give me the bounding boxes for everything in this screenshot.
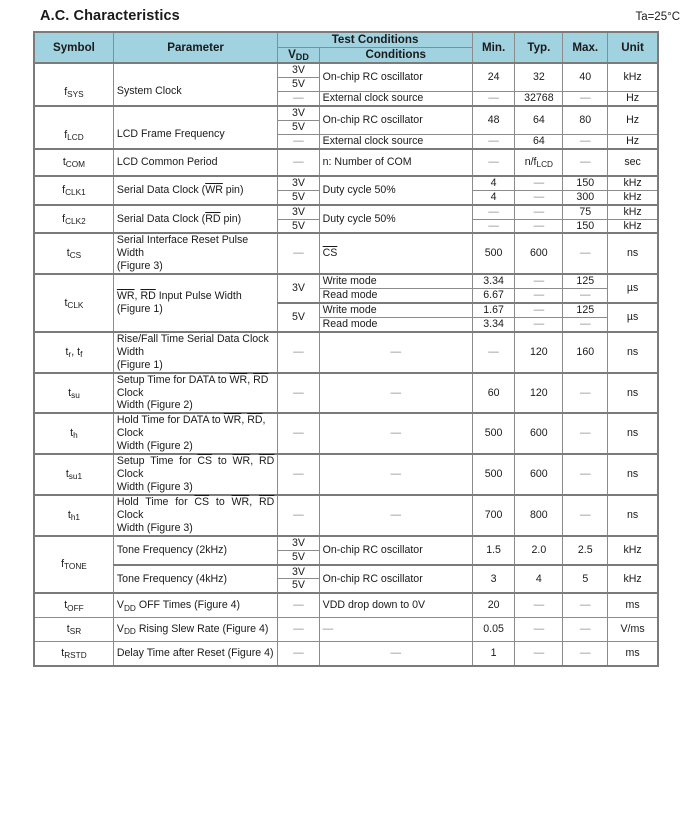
cell-conditions: Read mode bbox=[319, 317, 472, 331]
cell-max: — bbox=[563, 134, 608, 148]
cell-min: — bbox=[472, 205, 514, 219]
cell-typ: 64 bbox=[515, 134, 563, 148]
cell-typ: — bbox=[515, 205, 563, 219]
cell-typ: — bbox=[515, 274, 563, 288]
cell-typ: — bbox=[515, 593, 563, 617]
cell-conditions: On-chip RC oscillator bbox=[319, 536, 472, 565]
cell-vdd: 5V bbox=[278, 120, 319, 134]
cell-typ: 2.0 bbox=[515, 536, 563, 565]
table-row bbox=[34, 565, 658, 579]
cell-unit: ns bbox=[608, 454, 658, 495]
cell-symbol: $t_{CLK}$ bbox=[34, 274, 113, 332]
cell-max: 75 bbox=[563, 205, 608, 219]
cell-max: — bbox=[563, 642, 608, 666]
cell-conditions: Duty cycle 50% bbox=[319, 176, 472, 205]
cell-symbol: $t_{COM}$ bbox=[34, 149, 113, 176]
cell-vdd: 5V bbox=[278, 219, 319, 233]
cell-symbol: $t_{SR}$ bbox=[34, 618, 113, 642]
temperature-note: Ta=25°C bbox=[635, 11, 680, 23]
cell-max: — bbox=[563, 373, 608, 414]
cell-unit: ns bbox=[608, 233, 658, 274]
cell-parameter: LCD Frame Frequency bbox=[113, 106, 277, 149]
cell-typ: 600 bbox=[515, 233, 563, 274]
col-header-parameter: Parameter bbox=[113, 32, 277, 63]
col-header-typ: Typ. bbox=[515, 32, 563, 63]
cell-symbol: $t_{h1}$ bbox=[34, 495, 113, 536]
cell-conditions: — bbox=[319, 373, 472, 414]
cell-vdd: — bbox=[278, 332, 319, 373]
cell-min: 1.5 bbox=[472, 536, 514, 565]
cell-symbol: $t_{CS}$ bbox=[34, 233, 113, 274]
cell-vdd: 3V bbox=[278, 274, 319, 303]
cell-conditions: — bbox=[319, 618, 472, 642]
cell-unit: kHz bbox=[608, 63, 658, 91]
cell-max: — bbox=[563, 413, 608, 454]
page-title: A.C. Characteristics bbox=[40, 8, 180, 24]
cell-min: 3 bbox=[472, 565, 514, 594]
cell-max: 125 bbox=[563, 274, 608, 288]
cell-parameter: $\overline{WR}$, $\overline{RD}$ Input Pulse Width (Figure 1) bbox=[113, 274, 277, 332]
overline-rd: $\overline{RD}$ bbox=[258, 455, 275, 468]
cell-vdd: — bbox=[278, 134, 319, 148]
cell-unit: ms bbox=[608, 593, 658, 617]
cell-unit: V/ms bbox=[608, 618, 658, 642]
cell-min: 4 bbox=[472, 190, 514, 204]
cell-typ: — bbox=[515, 642, 563, 666]
cell-conditions: VDD drop down to 0V bbox=[319, 593, 472, 617]
cell-min: 24 bbox=[472, 63, 514, 91]
cell-unit: ns bbox=[608, 332, 658, 373]
cell-max: — bbox=[563, 289, 608, 303]
cell-vdd: 3V bbox=[278, 536, 319, 550]
cell-min: — bbox=[472, 219, 514, 233]
cell-unit: sec bbox=[608, 149, 658, 176]
cell-parameter: Tone Frequency (4kHz) bbox=[113, 565, 277, 594]
cell-parameter: $V_{DD}$ Rising Slew Rate (Figure 4) bbox=[113, 618, 277, 642]
cell-vdd: — bbox=[278, 149, 319, 176]
cell-parameter: LCD Common Period bbox=[113, 149, 277, 176]
cell-vdd: 3V bbox=[278, 205, 319, 219]
cell-vdd: — bbox=[278, 593, 319, 617]
cell-typ: — bbox=[515, 303, 563, 317]
cell-conditions: — bbox=[319, 642, 472, 666]
table-row bbox=[34, 176, 658, 190]
cell-vdd: 5V bbox=[278, 303, 319, 332]
overline-cs: $\overline{CS}$ bbox=[197, 455, 213, 468]
cell-max: 160 bbox=[563, 332, 608, 373]
cell-parameter: System Clock bbox=[113, 63, 277, 106]
cell-min: 1.67 bbox=[472, 303, 514, 317]
overline-wr: $\overline{WR}$ bbox=[116, 290, 135, 303]
cell-vdd: 5V bbox=[278, 78, 319, 92]
table-row bbox=[34, 106, 658, 120]
overline-wr: $\overline{WR}$ bbox=[231, 495, 250, 508]
cell-typ: 800 bbox=[515, 495, 563, 536]
cell-symbol: $t_{RSTD}$ bbox=[34, 642, 113, 666]
table-row bbox=[34, 205, 658, 219]
cell-unit: kHz bbox=[608, 565, 658, 594]
cell-max: 125 bbox=[563, 303, 608, 317]
table-row bbox=[34, 413, 658, 454]
cell-unit: kHz bbox=[608, 176, 658, 190]
table-row bbox=[34, 149, 658, 176]
overline-cs: $\overline{CS}$ bbox=[322, 247, 338, 260]
cell-max: — bbox=[563, 593, 608, 617]
cell-parameter: Serial Data Clock ($\overline{RD}$ pin) bbox=[113, 205, 277, 234]
cell-conditions: External clock source bbox=[319, 92, 472, 106]
cell-parameter: Tone Frequency (2kHz) bbox=[113, 536, 277, 565]
cell-typ: — bbox=[515, 618, 563, 642]
cell-unit: µs bbox=[608, 303, 658, 332]
cell-vdd: 3V bbox=[278, 63, 319, 77]
cell-typ: 4 bbox=[515, 565, 563, 594]
cell-min: 0.05 bbox=[472, 618, 514, 642]
cell-max: 80 bbox=[563, 106, 608, 134]
cell-max: 40 bbox=[563, 63, 608, 91]
cell-unit: ns bbox=[608, 373, 658, 414]
cell-parameter: Delay Time after Reset (Figure 4) bbox=[113, 642, 277, 666]
cell-parameter: Serial Interface Reset Pulse Width (Figure 3) bbox=[113, 233, 277, 274]
table-row bbox=[34, 274, 658, 288]
cell-typ: — bbox=[515, 190, 563, 204]
cell-min: — bbox=[472, 332, 514, 373]
cell-symbol: $f_{CLK2}$ bbox=[34, 205, 113, 234]
table-row bbox=[34, 454, 658, 495]
cell-unit: kHz bbox=[608, 205, 658, 219]
cell-min: 4 bbox=[472, 176, 514, 190]
cell-symbol: $f_{SYS}$ bbox=[34, 63, 113, 106]
cell-max: 150 bbox=[563, 176, 608, 190]
cell-conditions: Write mode bbox=[319, 274, 472, 288]
cell-max: — bbox=[563, 317, 608, 331]
col-header-symbol: Symbol bbox=[34, 32, 113, 63]
cell-typ: 120 bbox=[515, 332, 563, 373]
overline-wr: $\overline{WR}$ bbox=[229, 373, 248, 386]
cell-conditions: On-chip RC oscillator bbox=[319, 565, 472, 594]
cell-max: — bbox=[563, 233, 608, 274]
cell-symbol: $t_{su}$ bbox=[34, 373, 113, 414]
cell-max: — bbox=[563, 149, 608, 176]
cell-unit: ns bbox=[608, 413, 658, 454]
cell-vdd: — bbox=[278, 373, 319, 414]
cell-conditions: Write mode bbox=[319, 303, 472, 317]
overline-wr: $\overline{WR}$ bbox=[205, 183, 223, 196]
cell-unit: kHz bbox=[608, 536, 658, 565]
ac-characteristics-table bbox=[33, 31, 659, 667]
cell-min: 500 bbox=[472, 413, 514, 454]
table-row bbox=[34, 233, 658, 274]
cell-min: — bbox=[472, 134, 514, 148]
cell-symbol: $t_{OFF}$ bbox=[34, 593, 113, 617]
cell-conditions: — bbox=[319, 413, 472, 454]
cell-unit: kHz bbox=[608, 219, 658, 233]
cell-max: — bbox=[563, 495, 608, 536]
cell-typ: 32 bbox=[515, 63, 563, 91]
cell-vdd: 5V bbox=[278, 579, 319, 593]
cell-vdd: 3V bbox=[278, 565, 319, 579]
cell-vdd: — bbox=[278, 413, 319, 454]
cell-max: 5 bbox=[563, 565, 608, 594]
cell-parameter: $V_{DD}$ OFF Times (Figure 4) bbox=[113, 593, 277, 617]
cell-max: — bbox=[563, 454, 608, 495]
cell-min: — bbox=[472, 149, 514, 176]
cell-symbol: $f_{TONE}$ bbox=[34, 536, 113, 594]
cell-symbol: $t_h$ bbox=[34, 413, 113, 454]
overline-rd: $\overline{RD}$ bbox=[253, 373, 269, 386]
cell-unit: Hz bbox=[608, 92, 658, 106]
cell-symbol: $f_{LCD}$ bbox=[34, 106, 113, 149]
cell-unit: kHz bbox=[608, 190, 658, 204]
cell-vdd: — bbox=[278, 642, 319, 666]
cell-max: 150 bbox=[563, 219, 608, 233]
cell-min: 1 bbox=[472, 642, 514, 666]
cell-conditions: On-chip RC oscillator bbox=[319, 106, 472, 134]
table-row bbox=[34, 536, 658, 550]
cell-vdd: 5V bbox=[278, 550, 319, 564]
overline-rd: $\overline{RD}$ bbox=[205, 212, 221, 225]
cell-max: — bbox=[563, 92, 608, 106]
cell-conditions: n: Number of COM bbox=[319, 149, 472, 176]
col-header-max: Max. bbox=[563, 32, 608, 63]
cell-max: 2.5 bbox=[563, 536, 608, 565]
cell-typ: $n/f_{LCD}$ bbox=[515, 149, 563, 176]
cell-min: 60 bbox=[472, 373, 514, 414]
cell-min: 700 bbox=[472, 495, 514, 536]
overline-rd: $\overline{RD}$ bbox=[140, 290, 156, 303]
cell-unit: µs bbox=[608, 274, 658, 303]
cell-unit: Hz bbox=[608, 134, 658, 148]
cell-vdd: — bbox=[278, 495, 319, 536]
cell-vdd: 5V bbox=[278, 190, 319, 204]
cell-parameter: Hold Time for $\overline{CS}$ to $\overline{WR}$, $\overline{RD}$ Clock Width (Figure 3) bbox=[113, 495, 277, 536]
cell-min: 20 bbox=[472, 593, 514, 617]
cell-symbol: $f_{CLK1}$ bbox=[34, 176, 113, 205]
table-row bbox=[34, 495, 658, 536]
cell-conditions: Duty cycle 50% bbox=[319, 205, 472, 234]
cell-typ: 600 bbox=[515, 454, 563, 495]
overline-cs: $\overline{CS}$ bbox=[194, 495, 210, 508]
cell-unit: Hz bbox=[608, 106, 658, 134]
cell-parameter: Setup Time for DATA to $\overline{WR}$, $\overline{RD}$ Clock Width (Figure 2) bbox=[113, 373, 277, 414]
cell-parameter: Serial Data Clock ($\overline{WR}$ pin) bbox=[113, 176, 277, 205]
cell-typ: 120 bbox=[515, 373, 563, 414]
cell-symbol: $t_r$, $t_f$ bbox=[34, 332, 113, 373]
table-head bbox=[34, 32, 658, 63]
cell-typ: — bbox=[515, 289, 563, 303]
table-row bbox=[34, 642, 658, 666]
cell-max: — bbox=[563, 618, 608, 642]
table-row bbox=[34, 618, 658, 642]
cell-typ: — bbox=[515, 176, 563, 190]
cell-min: 3.34 bbox=[472, 274, 514, 288]
header-row-1 bbox=[34, 32, 658, 48]
cell-min: 48 bbox=[472, 106, 514, 134]
col-header-unit: Unit bbox=[608, 32, 658, 63]
cell-vdd: 3V bbox=[278, 176, 319, 190]
cell-unit: ms bbox=[608, 642, 658, 666]
section-header bbox=[0, 6, 698, 30]
cell-vdd: — bbox=[278, 454, 319, 495]
cell-parameter: Hold Time for DATA to $\overline{WR}$, $\overline{RD}$, Clock Width (Figure 2) bbox=[113, 413, 277, 454]
cell-conditions: Read mode bbox=[319, 289, 472, 303]
table-row bbox=[34, 63, 658, 77]
cell-max: 300 bbox=[563, 190, 608, 204]
overline-rd: $\overline{RD}$ bbox=[247, 414, 263, 427]
cell-symbol: $t_{su1}$ bbox=[34, 454, 113, 495]
col-header-vdd: $V_{DD}$ bbox=[278, 48, 319, 64]
cell-vdd: 3V bbox=[278, 106, 319, 120]
cell-conditions: — bbox=[319, 454, 472, 495]
cell-min: 6.67 bbox=[472, 289, 514, 303]
cell-vdd: — bbox=[278, 618, 319, 642]
cell-typ: 32768 bbox=[515, 92, 563, 106]
cell-conditions: — bbox=[319, 332, 472, 373]
cell-conditions: On-chip RC oscillator bbox=[319, 63, 472, 91]
cell-conditions: — bbox=[319, 495, 472, 536]
cell-conditions: External clock source bbox=[319, 134, 472, 148]
cell-min: 3.34 bbox=[472, 317, 514, 331]
table-row bbox=[34, 593, 658, 617]
cell-parameter: Rise/Fall Time Serial Data Clock Width (Figure 1) bbox=[113, 332, 277, 373]
cell-typ: 600 bbox=[515, 413, 563, 454]
cell-vdd: — bbox=[278, 233, 319, 274]
cell-vdd: — bbox=[278, 92, 319, 106]
ac-characteristics-table-wrapper bbox=[33, 31, 659, 667]
cell-typ: — bbox=[515, 219, 563, 233]
cell-min: 500 bbox=[472, 454, 514, 495]
cell-min: — bbox=[472, 92, 514, 106]
table-row bbox=[34, 373, 658, 414]
overline-wr: $\overline{WR}$ bbox=[232, 455, 251, 468]
cell-min: 500 bbox=[472, 233, 514, 274]
col-header-test-conditions: Test Conditions bbox=[278, 32, 473, 48]
cell-unit: ns bbox=[608, 495, 658, 536]
cell-parameter: Setup Time for $\overline{CS}$ to $\overline{WR}$, $\overline{RD}$ Clock Width (Figure 3) bbox=[113, 454, 277, 495]
cell-typ: 64 bbox=[515, 106, 563, 134]
overline-wr: $\overline{WR}$ bbox=[223, 414, 242, 427]
overline-rd: $\overline{RD}$ bbox=[258, 495, 275, 508]
table-body bbox=[34, 63, 658, 666]
cell-typ: — bbox=[515, 317, 563, 331]
table-row bbox=[34, 332, 658, 373]
col-header-min: Min. bbox=[472, 32, 514, 63]
col-header-conditions: Conditions bbox=[319, 48, 472, 64]
cell-conditions bbox=[319, 233, 472, 274]
